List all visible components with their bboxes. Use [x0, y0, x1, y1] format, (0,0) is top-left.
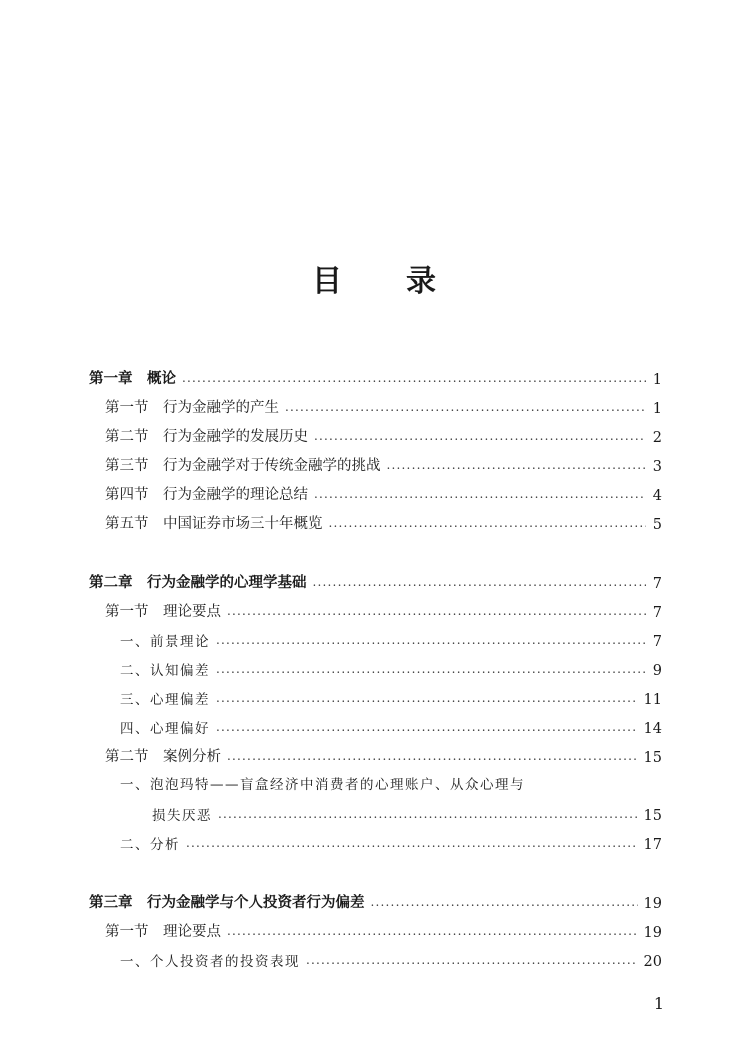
toc-entry-label: 四、心理偏好 [120, 721, 210, 737]
toc-entry-subsection[interactable] [120, 628, 662, 650]
toc-entry-subsection[interactable] [120, 831, 662, 853]
toc-entry-page: 1 [652, 401, 662, 417]
toc-entry-label: 第四节 行为金融学的理论总结 [105, 487, 308, 503]
toc-entry-label: 第一节 理论要点 [105, 604, 221, 620]
toc-entry-label: 一、前景理论 [120, 634, 210, 650]
toc-entry-section[interactable] [105, 395, 662, 417]
toc-entry-label: 二、认知偏差 [120, 663, 210, 679]
toc-entry-page: 15 [643, 750, 662, 766]
toc-entry-page: 7 [652, 634, 662, 650]
toc-entry-label: 第二节 行为金融学的发展历史 [105, 429, 308, 445]
toc-entry-section[interactable] [105, 744, 662, 766]
toc-entry-section[interactable] [105, 482, 662, 504]
title-char-2: 录 [406, 264, 438, 299]
toc-entry-label: 第二节 案例分析 [105, 749, 221, 765]
title-char-1: 目 [312, 264, 344, 299]
toc-entry-subsection-line1[interactable]: 一、泡泡玛特——盲盒经济中消费者的心理账户、从众心理与 [120, 777, 525, 793]
toc-entry-subsection[interactable] [120, 657, 662, 679]
toc-entry-page: 1 [652, 372, 662, 388]
toc-entry-label: 二、分析 [120, 837, 180, 853]
toc-entry-page: 3 [652, 459, 662, 475]
toc-entry-page: 11 [643, 692, 662, 708]
toc-entry-page: 17 [643, 837, 662, 853]
toc-entry-label: 第一章 概论 [89, 370, 176, 387]
toc-entry-section[interactable] [105, 919, 662, 941]
toc-entry-label: 第二章 行为金融学的心理学基础 [89, 574, 307, 591]
toc-entry-page: 7 [652, 576, 662, 592]
toc-entry-label: 损失厌恶 [152, 808, 212, 824]
toc-entry-page: 7 [652, 605, 662, 621]
toc-entry-page: 5 [652, 517, 662, 533]
toc-entry-page: 14 [643, 721, 662, 737]
toc-entry-page: 20 [643, 954, 662, 970]
toc-entry-subsection-line2[interactable] [152, 802, 662, 824]
toc-entry-page: 19 [643, 925, 662, 941]
toc-entry-subsection[interactable] [120, 715, 662, 737]
toc-entry-label: 第一节 理论要点 [105, 924, 221, 940]
toc-entry-page: 4 [652, 488, 662, 504]
toc-entry-label: 第三节 行为金融学对于传统金融学的挑战 [105, 458, 381, 474]
toc-entry-label: 一、个人投资者的投资表现 [120, 954, 300, 970]
toc-entry-chapter-1[interactable] [89, 366, 662, 388]
toc-title [0, 256, 750, 300]
toc-entry-page: 9 [652, 663, 662, 679]
toc-entry-section[interactable] [105, 424, 662, 446]
toc-entry-chapter-3[interactable] [89, 890, 662, 912]
toc-entry-chapter-2[interactable] [89, 570, 662, 592]
toc-entry-label: 三、心理偏差 [120, 692, 210, 708]
toc-entry-page: 19 [643, 896, 662, 912]
toc-entry-section[interactable] [105, 453, 662, 475]
toc-entry-subsection[interactable] [120, 948, 662, 970]
toc-entry-section[interactable] [105, 599, 662, 621]
toc-entry-label: 第五节 中国证券市场三十年概览 [105, 516, 323, 532]
toc-entry-label: 第三章 行为金融学与个人投资者行为偏差 [89, 894, 365, 911]
toc-entry-subsection[interactable] [120, 686, 662, 708]
toc-entry-section[interactable] [105, 511, 662, 533]
toc-entry-label: 第一节 行为金融学的产生 [105, 400, 279, 416]
toc-entry-page: 15 [643, 808, 662, 824]
page-number: 1 [653, 994, 664, 1013]
toc-entry-page: 2 [652, 430, 662, 446]
